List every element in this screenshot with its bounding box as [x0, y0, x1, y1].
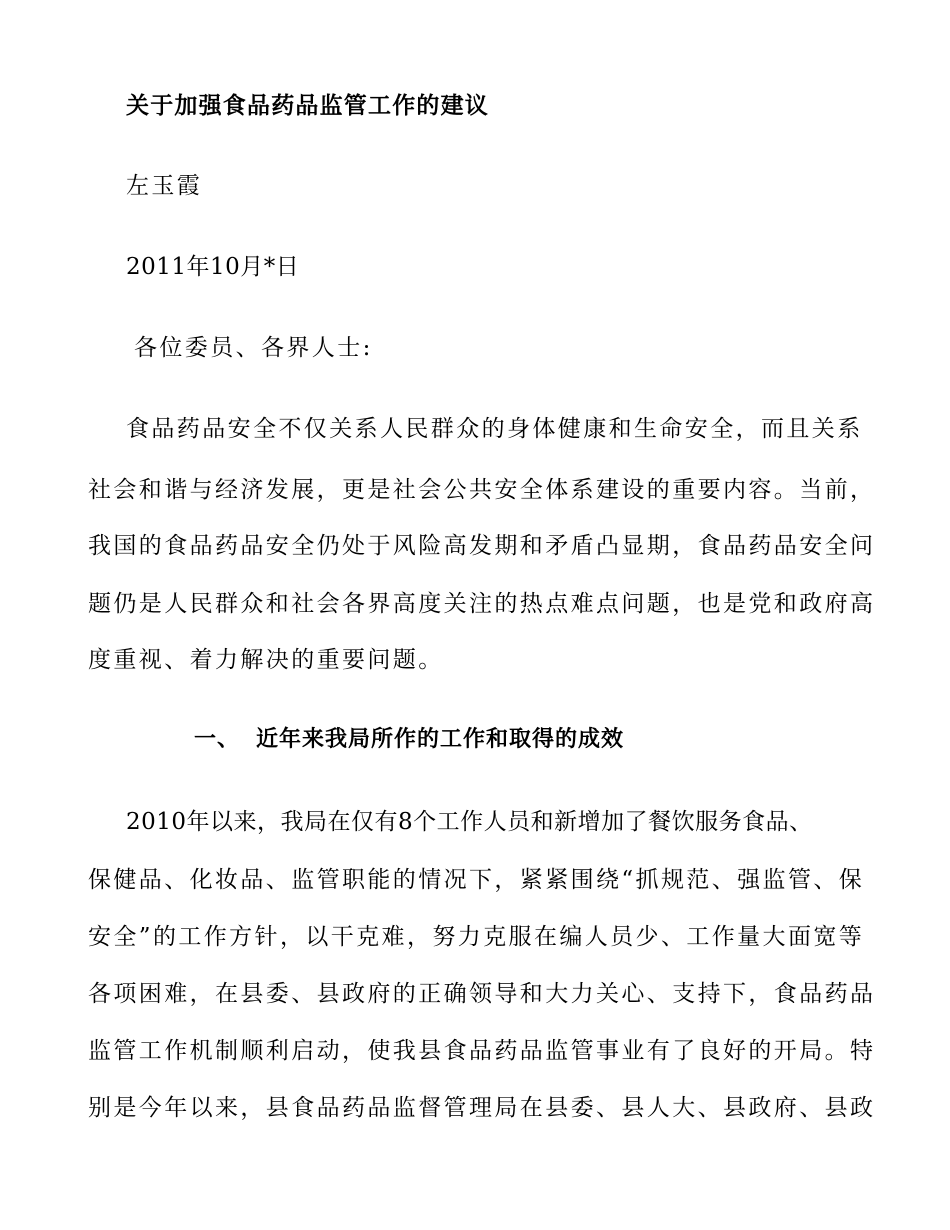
body-line: 监管工作机制顺利启动，使我县食品药品监管事业有了良好的开局。特	[88, 1038, 876, 1064]
intro-line: 度重视、着力解决的重要问题。	[88, 647, 444, 673]
body-line: 别是今年以来，县食品药品监督管理局在县委、县人大、县政府、县政	[88, 1095, 876, 1121]
intro-line: 题仍是人民群众和社会各界高度关注的热点难点问题，也是党和政府高	[88, 591, 876, 617]
body-line: 安全”的工作方针，以干克难，努力克服在编人员少、工作量大面宽等	[88, 924, 865, 950]
document-date: 2011年10月*日	[126, 254, 300, 280]
section-title: 近年来我局所作的工作和取得的成效	[256, 727, 625, 752]
body-line: 2010年以来，我局在仅有8个工作人员和新增加了餐饮服务食品、	[126, 809, 813, 835]
salutation: 各位委员、各界人士:	[134, 335, 373, 361]
intro-line: 社会和谐与经济发展，更是社会公共安全体系建设的重要内容。当前，	[88, 477, 876, 503]
body-line: 保健品、化妆品、监管职能的情况下，紧紧围绕“抓规范、强监管、保	[88, 867, 865, 893]
body-line: 各项困难，在县委、县政府的正确领导和大力关心、支持下，食品药品	[88, 981, 876, 1007]
intro-line: 我国的食品药品安全仍处于风险高发期和矛盾凸显期，食品药品安全问	[88, 533, 876, 559]
author-name: 左玉霞	[126, 173, 203, 199]
intro-line: 食品药品安全不仅关系人民群众的身体健康和生命安全，而且关系	[126, 416, 863, 442]
document-title: 关于加强食品药品监管工作的建议	[126, 93, 489, 119]
section-number: 一、	[194, 727, 241, 752]
